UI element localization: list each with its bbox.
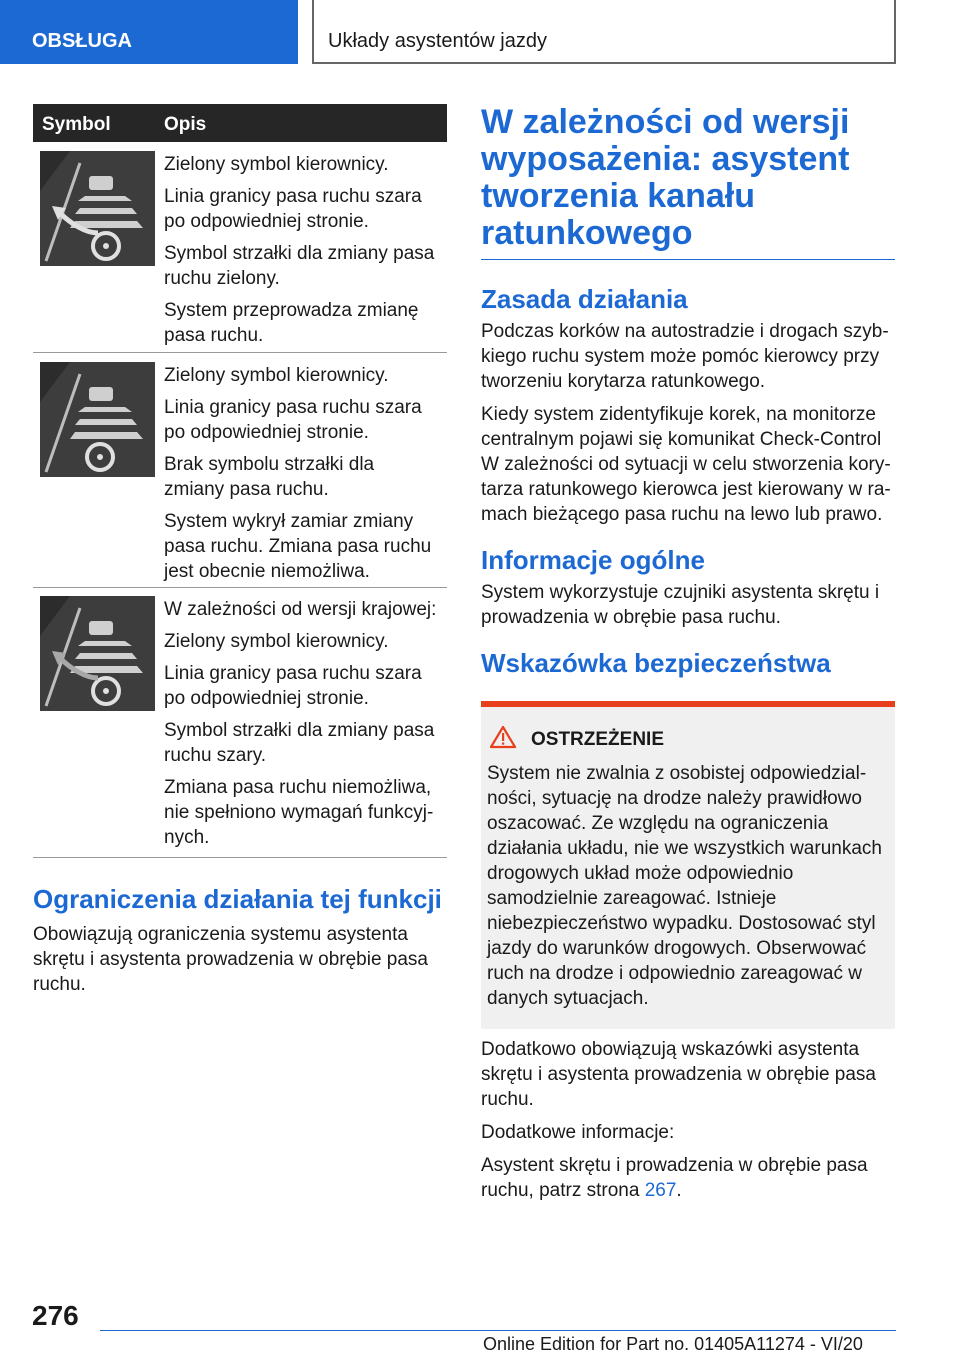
row1-line1: Zielony symbol kierownicy. (164, 154, 389, 175)
reference-prefix: Asystent skrętu i prowadzenia w obrębie pasa ruchu, patrz strona (481, 1155, 868, 1201)
row2-line2: Linia granicy pasa ruchu szara po odpowiedniej stronie. (164, 397, 422, 443)
general-heading: Informacje ogólne (481, 545, 705, 575)
row1-line4: System przeprowadza zmianę pasa ruchu. (164, 300, 419, 346)
footer-divider (100, 1330, 896, 1331)
row3-line4: Symbol strzałki dla zmiany pasa ruchu szary. (164, 720, 435, 766)
page-number: 276 (32, 1300, 79, 1331)
limitations-text: Obowiązują ograniczenia systemu asystenta skrętu i asystenta prowadzenia w obrębie pasa ruchu. (33, 924, 429, 995)
safety-heading: Wskazówka bezpieczeństwa (481, 648, 831, 678)
warning-header (487, 725, 887, 755)
reference-suffix: . (676, 1180, 682, 1201)
table-header (33, 104, 447, 142)
lane-change-green-arrow-icon (40, 151, 155, 266)
chapter-title: Układy asystentów jazdy (312, 0, 896, 64)
more-info-label: Dodatkowe informacje: (481, 1122, 675, 1143)
col-symbol-header: Symbol (42, 114, 111, 135)
principle-text-2: Kiedy system zidentyfikuje korek, na monitorze centralnym pojawi się komunikat Check-Control W zależności od sytuacji w celu stworzenia korytarza ratunkowego kierowca jest kierowany w ramach bieżącego pasa ruchu na lewo lub prawo. (481, 404, 891, 525)
row3-line2: Zielony symbol kierownicy. (164, 631, 389, 652)
row3-line3: Linia granicy pasa ruchu szara po odpowiedniej stronie. (164, 663, 422, 709)
edition-text: Online Edition for Part no. 01405A11274 - VI/20 (483, 1334, 863, 1354)
col-desc-header: Opis (164, 114, 207, 135)
warning-title: OSTRZEŻENIE (531, 729, 665, 750)
general-text: System wykorzystuje czujniki asystenta skrętu i prowadzenia w obrębie pasa ruchu. (481, 582, 880, 628)
row1-line3: Symbol strzałki dla zmiany pasa ruchu zielony. (164, 243, 435, 289)
lane-change-gray-arrow-icon (40, 596, 155, 711)
additional-text: Dodatkowo obowiązują wskazówki asystenta skrętu i asystenta prowadzenia w obrębie pasa ruchu. (481, 1039, 877, 1110)
warning-box (481, 701, 895, 1029)
principle-text-1: Podczas korków na autostradzie i drogach szybkiego ruchu system może pomóc kierowcy przy tworzeniu korytarza ratunkowego. (481, 321, 889, 392)
section-title: W zależności od wersji wyposażenia: asystent tworzenia kanału ratunkowego (481, 104, 895, 260)
row2-line1: Zielony symbol kierownicy. (164, 365, 389, 386)
warning-triangle-icon (489, 725, 517, 755)
row1-line2: Linia granicy pasa ruchu szara po odpowiedniej stronie. (164, 186, 422, 232)
row3-line5: Zmiana pasa ruchu niemożliwa, nie spełniono wymagań funkcyjnych. (164, 777, 434, 848)
row2-line3: Brak symbolu strzałki dla zmiany pasa ruchu. (164, 454, 375, 500)
lane-change-blocked-icon (40, 362, 155, 477)
reference-text (481, 1153, 895, 1203)
warning-text: System nie zwalnia z osobistej odpowiedzialności, sytuację na drodze należy prawidłowo oszacować. Ze względu na ograniczenia działania układu, nie we wszystkich warunkach drogowych układ może odpowiednio samodzielnie zareagować. Istnieje niebezpieczeństwo wypadku. Dostosować styl jazdy do warunków drogowych. Obserwować ruch na drodze i odpowiednio zareagować w danych sytuacjach. (487, 763, 882, 1009)
principle-heading: Zasada działania (481, 284, 688, 314)
page-link[interactable]: 267 (644, 1180, 677, 1201)
symbol-table (33, 104, 447, 858)
right-column (481, 104, 895, 1203)
table-row (33, 142, 447, 353)
row3-line1: W zależności od wersji krajowej: (164, 599, 437, 620)
row2-line4: System wykrył zamiar zmiany pasa ruchu. Zmiana pasa ruchu jest obecnie niemożliwa. (164, 511, 432, 582)
table-row (33, 588, 447, 858)
limitations-heading: Ograniczenia działania tej funkcji (33, 884, 442, 914)
section-tab: OBSŁUGA (0, 0, 298, 64)
table-row (33, 353, 447, 588)
